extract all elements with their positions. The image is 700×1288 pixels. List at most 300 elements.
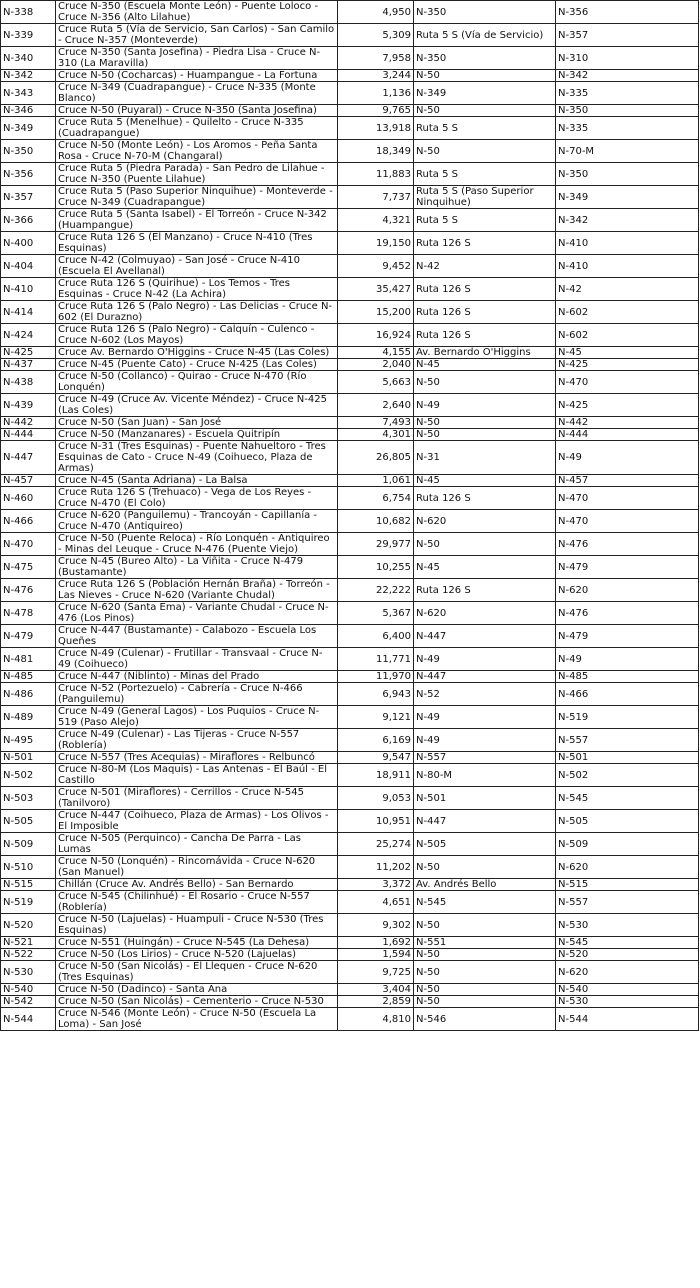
table-row (1, 441, 699, 475)
road-code: N-520 (1, 914, 56, 937)
road-code: N-343 (1, 82, 56, 105)
road-start: N-45 (414, 556, 556, 579)
road-description: Cruce N-49 (Cruce Av. Vicente Méndez) - Cruce N-425 (Las Coles) (56, 394, 338, 417)
road-code: N-486 (1, 683, 56, 706)
road-description: Cruce N-545 (Chilinhué) - El Rosario - Cruce N-557 (Roblería) (56, 891, 338, 914)
road-start: N-52 (414, 683, 556, 706)
road-start: Ruta 126 S (414, 487, 556, 510)
road-code: N-457 (1, 475, 56, 487)
table-row (1, 487, 699, 510)
road-description: Cruce Ruta 5 (Menelhue) - Quilelto - Cruce N-335 (Cuadrapangue) (56, 117, 338, 140)
road-end: N-530 (556, 996, 699, 1008)
table-row (1, 856, 699, 879)
road-description: Cruce N-350 (Escuela Monte León) - Puente Loloco - Cruce N-356 (Alto Lilahue) (56, 1, 338, 24)
road-length: 4,321 (338, 209, 414, 232)
road-start: N-349 (414, 82, 556, 105)
table-row (1, 359, 699, 371)
road-length: 29,977 (338, 533, 414, 556)
road-end: N-410 (556, 255, 699, 278)
table-row (1, 949, 699, 961)
table-row (1, 301, 699, 324)
table-row (1, 764, 699, 787)
road-description: Cruce N-45 (Santa Adriana) - La Balsa (56, 475, 338, 487)
road-code: N-476 (1, 579, 56, 602)
table-row (1, 937, 699, 949)
road-description: Cruce N-49 (Culenar) - Frutillar - Transvaal - Cruce N-49 (Coihueco) (56, 648, 338, 671)
road-description: Cruce N-546 (Monte León) - Cruce N-50 (Escuela La Loma) - San José (56, 1008, 338, 1031)
road-description: Cruce N-551 (Huingán) - Cruce N-545 (La Dehesa) (56, 937, 338, 949)
road-description: Cruce N-557 (Tres Acequias) - Miraflores - Relbuncó (56, 752, 338, 764)
table-row (1, 961, 699, 984)
table-row (1, 625, 699, 648)
table-row (1, 556, 699, 579)
road-end: N-620 (556, 579, 699, 602)
road-start: N-50 (414, 996, 556, 1008)
table-row (1, 752, 699, 764)
table-row (1, 683, 699, 706)
road-start: N-505 (414, 833, 556, 856)
road-description: Cruce N-50 (Monte León) - Los Aromos - Peña Santa Rosa - Cruce N-70-M (Changaral) (56, 140, 338, 163)
road-length: 9,547 (338, 752, 414, 764)
road-end: N-557 (556, 729, 699, 752)
road-code: N-466 (1, 510, 56, 533)
table-row (1, 810, 699, 833)
road-start: N-31 (414, 441, 556, 475)
table-row (1, 24, 699, 47)
road-end: N-410 (556, 232, 699, 255)
road-end: N-620 (556, 856, 699, 879)
road-start: N-49 (414, 706, 556, 729)
road-end: N-520 (556, 949, 699, 961)
road-length: 5,367 (338, 602, 414, 625)
table-row (1, 891, 699, 914)
road-length: 19,150 (338, 232, 414, 255)
road-code: N-400 (1, 232, 56, 255)
road-description: Cruce N-501 (Miraflores) - Cerrillos - Cruce N-545 (Tanilvoro) (56, 787, 338, 810)
road-start: N-50 (414, 429, 556, 441)
road-end: N-70-M (556, 140, 699, 163)
road-start: N-45 (414, 475, 556, 487)
road-length: 4,950 (338, 1, 414, 24)
road-end: N-310 (556, 47, 699, 70)
road-start: N-557 (414, 752, 556, 764)
road-end: N-335 (556, 117, 699, 140)
road-code: N-475 (1, 556, 56, 579)
road-length: 13,918 (338, 117, 414, 140)
table-row (1, 232, 699, 255)
road-start: N-50 (414, 856, 556, 879)
road-end: N-515 (556, 879, 699, 891)
road-end: N-620 (556, 961, 699, 984)
table-row (1, 879, 699, 891)
road-end: N-540 (556, 984, 699, 996)
road-start: Av. Bernardo O'Higgins (414, 347, 556, 359)
table-row (1, 82, 699, 105)
road-code: N-501 (1, 752, 56, 764)
table-row (1, 163, 699, 186)
road-code: N-519 (1, 891, 56, 914)
table-row (1, 787, 699, 810)
table-row (1, 255, 699, 278)
road-description: Cruce N-50 (Puyaral) - Cruce N-350 (Santa Josefina) (56, 105, 338, 117)
road-start: Ruta 126 S (414, 324, 556, 347)
road-start: N-50 (414, 914, 556, 937)
road-start: N-50 (414, 70, 556, 82)
road-description: Cruce N-620 (Panguilemu) - Trancoyán - Capillanía - Cruce N-470 (Antiquireo) (56, 510, 338, 533)
road-length: 9,452 (338, 255, 414, 278)
road-code: N-510 (1, 856, 56, 879)
road-end: N-545 (556, 937, 699, 949)
table-row (1, 394, 699, 417)
road-start: N-620 (414, 510, 556, 533)
road-length: 5,663 (338, 371, 414, 394)
table-row (1, 996, 699, 1008)
road-start: N-50 (414, 949, 556, 961)
road-code: N-404 (1, 255, 56, 278)
road-length: 26,805 (338, 441, 414, 475)
road-length: 9,053 (338, 787, 414, 810)
road-description: Cruce N-52 (Portezuelo) - Cabrería - Cruce N-466 (Panguilemu) (56, 683, 338, 706)
road-end: N-476 (556, 533, 699, 556)
road-start: Av. Andrés Bello (414, 879, 556, 891)
road-length: 11,202 (338, 856, 414, 879)
road-description: Cruce N-31 (Tres Esquinas) - Puente Nahueltoro - Tres Esquinas de Cato - Cruce N-49 (Coihueco, Plaza de Armas) (56, 441, 338, 475)
road-code: N-339 (1, 24, 56, 47)
road-end: N-519 (556, 706, 699, 729)
road-start: N-50 (414, 417, 556, 429)
road-code: N-349 (1, 117, 56, 140)
road-code: N-414 (1, 301, 56, 324)
road-end: N-342 (556, 70, 699, 82)
road-start: N-545 (414, 891, 556, 914)
road-code: N-481 (1, 648, 56, 671)
road-start: N-447 (414, 810, 556, 833)
road-description: Cruce N-50 (Lajuelas) - Huampuli - Cruce N-530 (Tres Esquinas) (56, 914, 338, 937)
road-start: Ruta 126 S (414, 232, 556, 255)
road-start: N-551 (414, 937, 556, 949)
road-description: Cruce Ruta 126 S (Palo Negro) - Calquín - Culenco - Cruce N-602 (Los Mayos) (56, 324, 338, 347)
table-row (1, 417, 699, 429)
table-row (1, 140, 699, 163)
road-end: N-470 (556, 510, 699, 533)
table-row (1, 648, 699, 671)
road-length: 7,493 (338, 417, 414, 429)
road-code: N-357 (1, 186, 56, 209)
table-row (1, 371, 699, 394)
road-start: N-350 (414, 1, 556, 24)
road-length: 22,222 (338, 579, 414, 602)
road-code: N-447 (1, 441, 56, 475)
road-end: N-544 (556, 1008, 699, 1031)
road-length: 2,640 (338, 394, 414, 417)
road-code: N-437 (1, 359, 56, 371)
table-row (1, 186, 699, 209)
table-row (1, 579, 699, 602)
road-start: Ruta 126 S (414, 278, 556, 301)
road-start: N-50 (414, 140, 556, 163)
road-length: 35,427 (338, 278, 414, 301)
road-description: Cruce N-50 (Lonquén) - Rincomávida - Cruce N-620 (San Manuel) (56, 856, 338, 879)
road-end: N-502 (556, 764, 699, 787)
road-end: N-479 (556, 556, 699, 579)
road-code: N-521 (1, 937, 56, 949)
road-length: 3,404 (338, 984, 414, 996)
road-description: Cruce N-50 (Los Lirios) - Cruce N-520 (Lajuelas) (56, 949, 338, 961)
road-description: Cruce Ruta 5 (Vía de Servicio, San Carlos) - San Camilo - Cruce N-357 (Monteverde) (56, 24, 338, 47)
table-row (1, 209, 699, 232)
road-end: N-45 (556, 347, 699, 359)
road-end: N-444 (556, 429, 699, 441)
road-length: 15,200 (338, 301, 414, 324)
road-end: N-335 (556, 82, 699, 105)
road-code: N-366 (1, 209, 56, 232)
road-code: N-489 (1, 706, 56, 729)
road-length: 1,061 (338, 475, 414, 487)
road-end: N-342 (556, 209, 699, 232)
road-description: Cruce N-50 (San Juan) - San José (56, 417, 338, 429)
table-row (1, 602, 699, 625)
road-start: N-546 (414, 1008, 556, 1031)
road-start: N-447 (414, 625, 556, 648)
road-end: N-350 (556, 105, 699, 117)
road-description: Cruce N-505 (Perquinco) - Cancha De Parra - Las Lumas (56, 833, 338, 856)
table-row (1, 117, 699, 140)
road-description: Cruce N-447 (Coihueco, Plaza de Armas) - Los Olivos - El Imposible (56, 810, 338, 833)
road-end: N-479 (556, 625, 699, 648)
road-code: N-438 (1, 371, 56, 394)
road-start: N-50 (414, 533, 556, 556)
road-length: 2,859 (338, 996, 414, 1008)
road-end: N-356 (556, 1, 699, 24)
road-description: Cruce N-350 (Santa Josefina) - Piedra Lisa - Cruce N-310 (La Maravilla) (56, 47, 338, 70)
road-code: N-470 (1, 533, 56, 556)
road-start: N-80-M (414, 764, 556, 787)
road-length: 16,924 (338, 324, 414, 347)
road-end: N-470 (556, 371, 699, 394)
road-length: 9,765 (338, 105, 414, 117)
road-start: Ruta 5 S (414, 163, 556, 186)
road-start: Ruta 126 S (414, 301, 556, 324)
road-length: 3,372 (338, 879, 414, 891)
road-length: 10,255 (338, 556, 414, 579)
road-code: N-544 (1, 1008, 56, 1031)
road-table-body (1, 1, 699, 1031)
road-start: N-42 (414, 255, 556, 278)
road-description: Cruce Ruta 126 S (Población Hernán Braña) - Torreón - Las Nieves - Cruce N-620 (Variante Chudal) (56, 579, 338, 602)
road-end: N-557 (556, 891, 699, 914)
road-code: N-350 (1, 140, 56, 163)
road-end: N-545 (556, 787, 699, 810)
road-length: 11,883 (338, 163, 414, 186)
road-start: N-49 (414, 648, 556, 671)
road-description: Cruce N-45 (Bureo Alto) - La Viñita - Cruce N-479 (Bustamante) (56, 556, 338, 579)
table-row (1, 475, 699, 487)
table-row (1, 324, 699, 347)
road-code: N-338 (1, 1, 56, 24)
road-description: Cruce N-80-M (Los Maquis) - Las Antenas - El Baúl - El Castillo (56, 764, 338, 787)
road-code: N-485 (1, 671, 56, 683)
road-end: N-530 (556, 914, 699, 937)
road-code: N-495 (1, 729, 56, 752)
road-description: Chillán (Cruce Av. Andrés Bello) - San Bernardo (56, 879, 338, 891)
road-length: 11,771 (338, 648, 414, 671)
road-end: N-485 (556, 671, 699, 683)
road-description: Cruce Ruta 5 (Piedra Parada) - San Pedro de Lilahue - Cruce N-350 (Puente Lilahue) (56, 163, 338, 186)
road-length: 4,651 (338, 891, 414, 914)
road-description: Cruce N-349 (Cuadrapangue) - Cruce N-335 (Monte Blanco) (56, 82, 338, 105)
road-length: 5,309 (338, 24, 414, 47)
road-length: 7,737 (338, 186, 414, 209)
road-code: N-410 (1, 278, 56, 301)
road-description: Cruce Ruta 5 (Paso Superior Ninquihue) - Monteverde - Cruce N-349 (Cuadrapangue) (56, 186, 338, 209)
road-end: N-49 (556, 648, 699, 671)
road-start: N-620 (414, 602, 556, 625)
road-start: N-50 (414, 984, 556, 996)
road-description: Cruce Ruta 126 S (El Manzano) - Cruce N-410 (Tres Esquinas) (56, 232, 338, 255)
road-code: N-530 (1, 961, 56, 984)
table-row (1, 984, 699, 996)
road-end: N-501 (556, 752, 699, 764)
table-row (1, 105, 699, 117)
road-code: N-503 (1, 787, 56, 810)
road-code: N-478 (1, 602, 56, 625)
road-length: 2,040 (338, 359, 414, 371)
road-code: N-439 (1, 394, 56, 417)
road-end: N-357 (556, 24, 699, 47)
road-description: Cruce Ruta 126 S (Trehuaco) - Vega de Los Reyes - Cruce N-470 (El Colo) (56, 487, 338, 510)
road-description: Cruce N-620 (Santa Ema) - Variante Chudal - Cruce N-476 (Los Pinos) (56, 602, 338, 625)
road-end: N-466 (556, 683, 699, 706)
road-description: Cruce N-50 (San Nicolás) - El Llequen - Cruce N-620 (Tres Esquinas) (56, 961, 338, 984)
road-end: N-505 (556, 810, 699, 833)
road-description: Cruce Ruta 126 S (Palo Negro) - Las Delicias - Cruce N-602 (El Durazno) (56, 301, 338, 324)
road-description: Cruce N-50 (Manzanares) - Escuela Quitripín (56, 429, 338, 441)
road-code: N-505 (1, 810, 56, 833)
road-length: 25,274 (338, 833, 414, 856)
road-code: N-515 (1, 879, 56, 891)
road-end: N-49 (556, 441, 699, 475)
road-length: 7,958 (338, 47, 414, 70)
road-end: N-349 (556, 186, 699, 209)
road-start: Ruta 5 S (Vía de Servicio) (414, 24, 556, 47)
road-end: N-425 (556, 394, 699, 417)
road-length: 9,121 (338, 706, 414, 729)
road-description: Cruce N-50 (Dadinco) - Santa Ana (56, 984, 338, 996)
road-code: N-356 (1, 163, 56, 186)
road-length: 4,301 (338, 429, 414, 441)
road-description: Cruce N-45 (Puente Cato) - Cruce N-425 (Las Coles) (56, 359, 338, 371)
table-row (1, 47, 699, 70)
road-length: 4,155 (338, 347, 414, 359)
road-code: N-342 (1, 70, 56, 82)
road-length: 18,349 (338, 140, 414, 163)
road-end: N-442 (556, 417, 699, 429)
road-start: N-50 (414, 961, 556, 984)
road-description: Cruce N-42 (Colmuyao) - San José - Cruce N-410 (Escuela El Avellanal) (56, 255, 338, 278)
road-code: N-442 (1, 417, 56, 429)
road-length: 18,911 (338, 764, 414, 787)
road-code: N-444 (1, 429, 56, 441)
road-length: 1,594 (338, 949, 414, 961)
road-code: N-340 (1, 47, 56, 70)
road-length: 6,943 (338, 683, 414, 706)
road-start: N-50 (414, 371, 556, 394)
road-code: N-502 (1, 764, 56, 787)
road-description: Cruce N-447 (Niblinto) - Minas del Prado (56, 671, 338, 683)
road-start: N-49 (414, 394, 556, 417)
road-description: Cruce N-49 (Culenar) - Las Tijeras - Cruce N-557 (Roblería) (56, 729, 338, 752)
road-length: 3,244 (338, 70, 414, 82)
road-end: N-457 (556, 475, 699, 487)
road-code: N-542 (1, 996, 56, 1008)
road-description: Cruce Av. Bernardo O'Higgins - Cruce N-45 (Las Coles) (56, 347, 338, 359)
road-code: N-460 (1, 487, 56, 510)
road-code: N-425 (1, 347, 56, 359)
table-row (1, 429, 699, 441)
road-code: N-509 (1, 833, 56, 856)
road-start: N-447 (414, 671, 556, 683)
road-description: Cruce N-50 (Cocharcas) - Huampangue - La Fortuna (56, 70, 338, 82)
road-start: N-49 (414, 729, 556, 752)
road-end: N-509 (556, 833, 699, 856)
road-end: N-476 (556, 602, 699, 625)
road-end: N-425 (556, 359, 699, 371)
table-row (1, 70, 699, 82)
road-end: N-350 (556, 163, 699, 186)
road-description: Cruce N-49 (General Lagos) - Los Puquios - Cruce N-519 (Paso Alejo) (56, 706, 338, 729)
road-description: Cruce N-50 (Puente Reloca) - Río Lonquén - Antiquireo - Minas del Leuque - Cruce N-476 (Puente Viejo) (56, 533, 338, 556)
road-length: 9,725 (338, 961, 414, 984)
table-row (1, 671, 699, 683)
road-description: Cruce N-50 (San Nicolás) - Cementerio - Cruce N-530 (56, 996, 338, 1008)
road-end: N-42 (556, 278, 699, 301)
table-row (1, 347, 699, 359)
table-row (1, 729, 699, 752)
road-end: N-602 (556, 301, 699, 324)
road-end: N-602 (556, 324, 699, 347)
road-description: Cruce N-50 (Collanco) - Quirao - Cruce N-470 (Río Lonquén) (56, 371, 338, 394)
road-length: 4,810 (338, 1008, 414, 1031)
road-code: N-424 (1, 324, 56, 347)
road-start: Ruta 5 S (414, 209, 556, 232)
road-code: N-346 (1, 105, 56, 117)
table-row (1, 914, 699, 937)
road-start: N-50 (414, 105, 556, 117)
road-start: Ruta 5 S (414, 117, 556, 140)
table-row (1, 533, 699, 556)
table-row (1, 510, 699, 533)
road-description: Cruce N-447 (Bustamante) - Calabozo - Escuela Los Queñes (56, 625, 338, 648)
road-code: N-479 (1, 625, 56, 648)
road-length: 9,302 (338, 914, 414, 937)
road-start: N-45 (414, 359, 556, 371)
table-row (1, 1, 699, 24)
road-length: 6,169 (338, 729, 414, 752)
road-length: 1,136 (338, 82, 414, 105)
road-description: Cruce Ruta 126 S (Quirihue) - Los Temos - Tres Esquinas - Cruce N-42 (La Achira) (56, 278, 338, 301)
road-description: Cruce Ruta 5 (Santa Isabel) - El Torreón - Cruce N-342 (Huampangue) (56, 209, 338, 232)
road-start: N-501 (414, 787, 556, 810)
road-code: N-522 (1, 949, 56, 961)
road-start: N-350 (414, 47, 556, 70)
table-row (1, 706, 699, 729)
table-row (1, 278, 699, 301)
road-length: 6,400 (338, 625, 414, 648)
road-length: 11,970 (338, 671, 414, 683)
road-length: 10,951 (338, 810, 414, 833)
road-length: 1,692 (338, 937, 414, 949)
road-code: N-540 (1, 984, 56, 996)
